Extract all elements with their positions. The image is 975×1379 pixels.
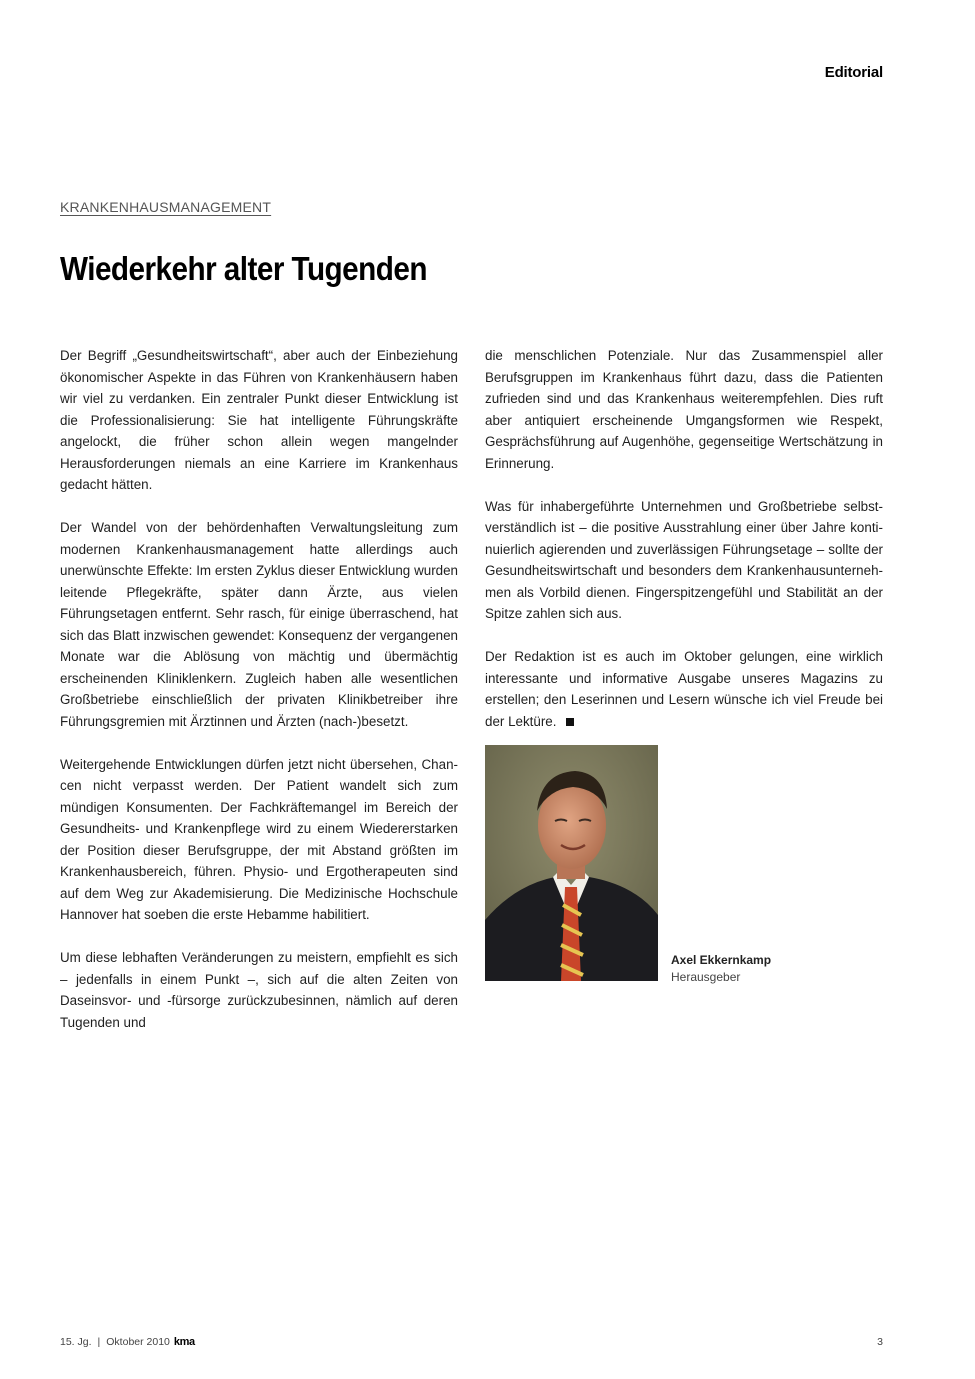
- issue-label: Oktober 2010: [106, 1336, 170, 1348]
- page-number: 3: [877, 1336, 883, 1348]
- section-label: Editorial: [824, 64, 883, 81]
- volume-label: 15. Jg.: [60, 1336, 92, 1348]
- end-of-article-mark: [566, 718, 574, 726]
- paragraph: Um diese lebhaften Veränderungen zu meistern, empfiehlt es sich – jedenfalls in einem Punkt –, sich auf die alten Zeiten von Daseinsvor- und -fürsorge zurückzubesinnen, nämlich auf deren Tugenden und: [60, 950, 458, 1030]
- paragraph: Weitergehende Entwicklungen dürfen jetzt nicht übersehen, Chancen nicht verpasst werden. Der Patient wandelt sich zum mündigen Konsumenten. Der Fachkräftemangel im Bereich der Gesundheits- und Krankenpflege wird zu einem Wiedererstarken der Position dieser Berufsgruppe, der mit Abstand größten im Krankenhausbereich, führen. Physio- und Ergotherapeuten sind auf dem Weg zur Akademisierung. Die Medizinische Hochschule Hannover hat soeben die erste Hebamme habilitiert.: [60, 756, 458, 922]
- closing-text: Der Redaktion ist es auch im Oktober gelungen, eine wirklich interessante und informative Ausgabe unseres Magazins zu erstellen; den Leserinnen und Lesern wünsche ich viel Freude bei der Lektüre.: [485, 649, 883, 729]
- author-role: Herausgeber: [671, 970, 741, 984]
- paragraph: Der Begriff „Gesundheitswirtschaft“, aber auch der Einbeziehung ökonomischer Aspekte in das Führen von Krankenhäusern haben wir viel zu verdanken. Ein zentraler Punkt dieser Entwicklung ist die Professionalisierung: Sie hat intelligente Führungskräfte angelockt, die früher schon allein wegen mangelnder Herausforderungen niemals an eine Karriere im Krankenhaus gedacht hätten.: [60, 348, 458, 492]
- text-column-left: [60, 345, 458, 1055]
- article-kicker: KRANKENHAUSMANAGEMENT: [60, 199, 272, 215]
- paragraph: Der Wandel von der behördenhaften Verwaltungsleitung zum modernen Krankenhausmanagement hatte allerdings auch unerwünschte Effekte: Im ersten Zyklus dieser Entwicklung wurden leitende Pflegekräfte, später dann Ärzte, aus vielen Führungsetagen entfernt. Sehr rasch, für einige überraschend, hat sich das Blatt inzwischen gewendet: Konsequenz der vergangenen Monate war die Ablösung von mächtig und übermächtig erscheinenden Kliniklenkern. Zugleich haben alle wesentlichen Großbetriebe einschließlich der privaten Klinikbetreiber ihre Führungsgremien mit Ärztinnen und Ärzten (nach-)besetzt.: [60, 520, 458, 729]
- magazine-logo: kma: [173, 1336, 195, 1348]
- footer-separator: |: [97, 1336, 101, 1348]
- paragraph: die menschlichen Potenziale. Nur das Zusammenspiel aller Berufsgruppen im Krankenhaus führt dazu, dass die Patienten zufrieden sind und das Krankenhaus weiterempfehlen. Dies ruft aber antiquiert erscheinende Umgangsformen wie Respekt, Gesprächsführung auf Augenhöhe, gegenseitige Wertschätzung in Erinnerung.: [485, 348, 883, 471]
- author-portrait: [485, 745, 658, 981]
- author-name: Axel Ekkernkamp: [671, 953, 772, 967]
- article-title: Wiederkehr alter Tugenden: [60, 250, 427, 287]
- author-caption: [671, 952, 771, 986]
- page-footer: [60, 1336, 195, 1348]
- paragraph: Was für inhabergeführte Unternehmen und Großbetriebe selbstverständlich ist – die positive Ausstrahlung einer über Jahre kontinuierlich agierenden und zuverlässigen Führungsetage – sollte der Gesundheitswirtschaft und besonders dem Krankenhausunternehmen als Vorbild dienen. Fingerspitzengefühl und Stabilität an der Spitze zahlen sich aus.: [485, 498, 883, 621]
- text-column-right: [485, 345, 883, 754]
- closing-paragraph: [485, 646, 883, 732]
